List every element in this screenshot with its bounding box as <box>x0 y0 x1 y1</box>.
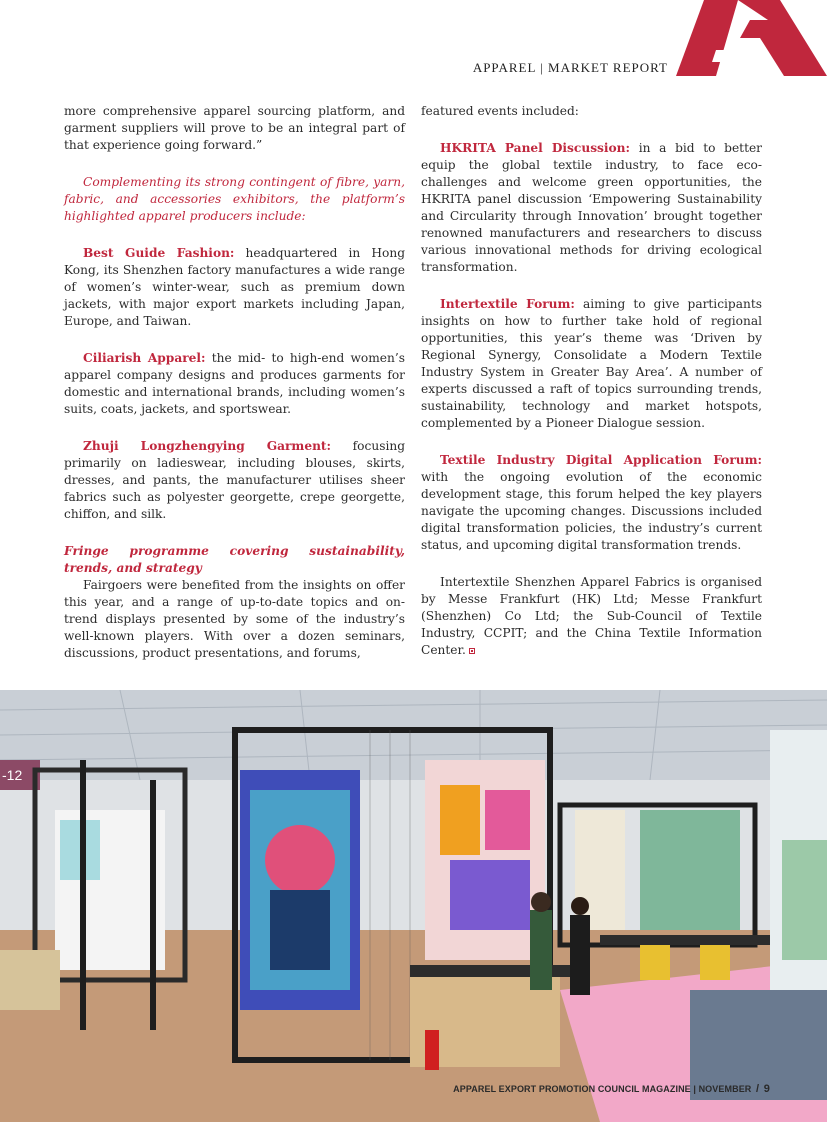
section-label: APPAREL | MARKET REPORT <box>472 60 668 75</box>
exhibition-photo <box>0 690 827 1122</box>
producer-title: Ciliarish Apparel: <box>83 351 206 365</box>
closing-paragraph <box>421 574 762 659</box>
booth-sign-number: -12 <box>2 767 23 783</box>
magazine-logo-mark <box>676 0 827 76</box>
producer-title: Zhuji Longzhengying Garment: <box>83 439 332 453</box>
event-hkrita <box>421 140 762 276</box>
intro-paragraph: more comprehensive apparel sourcing platform, and garment suppliers will prove to be an integral part of that experience going forward.” <box>64 104 405 152</box>
footer-magazine-name: APPAREL EXPORT PROMOTION COUNCIL MAGAZINE | NOVEMBER <box>453 1084 752 1094</box>
event-text: with the ongoing evolution of the economic development stage, this forum helped the key players navigate the upcoming changes. Discussions included digital transformation policies, the industry’s current status, and upcoming digital transformation trends. <box>421 470 762 552</box>
event-title: HKRITA Panel Discussion: <box>440 141 631 155</box>
highlight-paragraph: Complementing its strong contingent of fibre, yarn, fabric, and accessories exhibitors, the platform’s highlighted apparel producers include: <box>64 175 405 223</box>
end-of-article-icon <box>469 648 475 654</box>
footer-slash: / <box>756 1083 760 1095</box>
event-title: Intertextile Forum: <box>440 297 575 311</box>
fringe-section-heading: Fringe programme covering sustainability, trends, and strategy <box>64 544 405 575</box>
producer-title: Best Guide Fashion: <box>83 246 235 260</box>
exhibition-booth-illustration <box>0 690 827 1122</box>
left-column <box>64 103 405 682</box>
right-column <box>421 103 762 679</box>
producer-ciliarish <box>64 350 405 418</box>
closing-text: Intertextile Shenzhen Apparel Fabrics is organised by Messe Frankfurt (HK) Ltd; Messe Frankfurt (Shenzhen) Co Ltd; the Sub-Council of Textile Industry, CCPIT; and the China Textile Information Center. <box>421 575 762 657</box>
events-intro: featured events included: <box>421 104 579 118</box>
producer-best-guide <box>64 245 405 330</box>
page-number: 9 <box>763 1083 770 1095</box>
event-intertextile-forum <box>421 296 762 432</box>
producer-text: focusing primarily on ladieswear, including blouses, skirts, dresses, and pants, the manufacturer utilises sheer fabrics such as polyester georgette, crepe georgette, chiffon, and silk. <box>64 439 405 521</box>
page-footer <box>453 1083 770 1095</box>
event-text: aiming to give participants insights on how to further take hold of regional opportunities, this year’s theme was ‘Driven by Regional Synergy, Consolidate a Modern Textile Industry System in Greater Bay Area’. A number of experts discussed a raft of topics surrounding trends, sustainability, technology and market hotspots, complemented by a Pioneer Dialogue session. <box>421 297 762 430</box>
producer-text: the mid- to high-end women’s apparel company designs and produces garments for domestic and international brands, including women’s suits, coats, jackets, and sportswear. <box>64 351 405 416</box>
event-text: in a bid to better equip the global textile industry, to face eco-challenges and welcome green opportunities, the HKRITA panel discussion ‘Empowering Sustainability and Circularity through Innovation’ brought together renowned manufacturers and researchers to discuss various innovational methods for driving ecological transformation. <box>421 141 762 274</box>
fringe-paragraph: Fairgoers were benefited from the insights on offer this year, and a range of up-to-date topics and on-trend displays presented by some of the industry’s well-known players. With over a dozen seminars, discussions, product presentations, and forums, <box>64 578 405 660</box>
producer-text: headquartered in Hong Kong, its Shenzhen factory manufactures a wide range of women’s winter-wear, such as premium down jackets, with major export markets including Japan, Europe, and Taiwan. <box>64 246 405 328</box>
event-digital-forum <box>421 452 762 554</box>
producer-zhuji <box>64 438 405 523</box>
event-title: Textile Industry Digital Application Forum: <box>440 453 762 467</box>
